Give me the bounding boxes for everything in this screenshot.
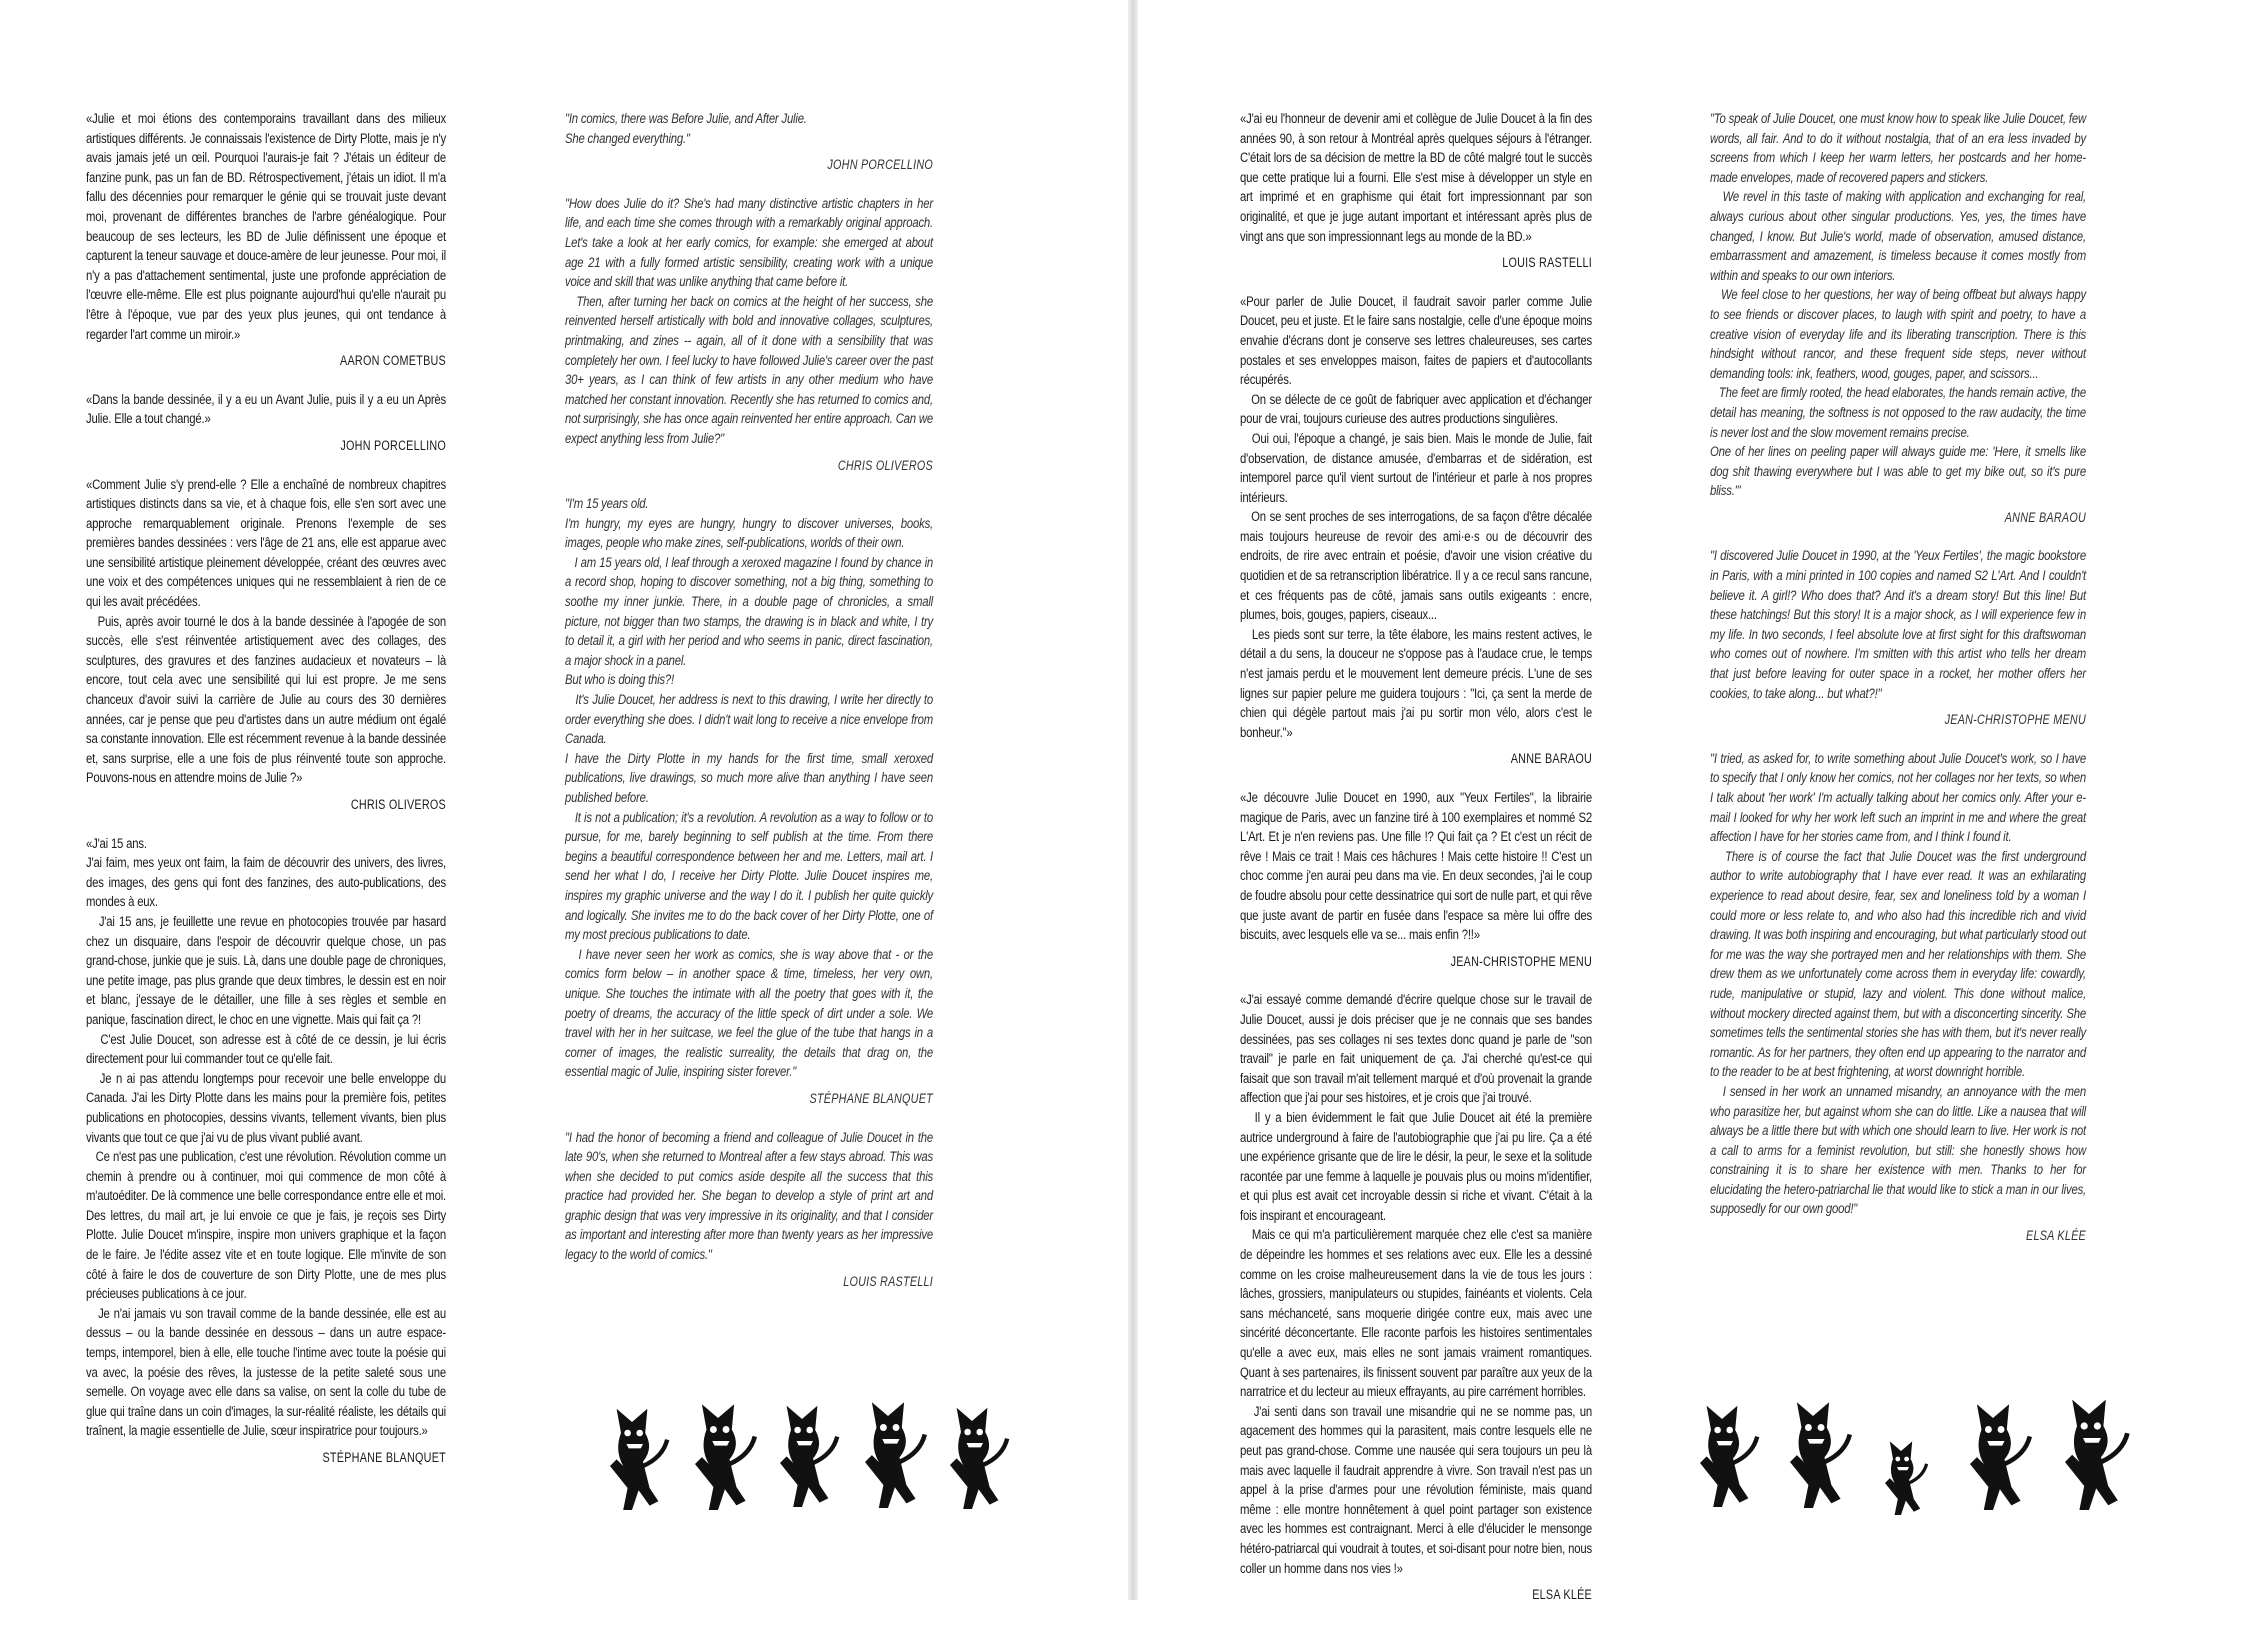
- dancing-cats-icon: [600, 1375, 1050, 1525]
- quote-block-oliveros-fr: [86, 476, 446, 815]
- quote-block-rastelli-en: [565, 1129, 936, 1292]
- quote-author: CHRIS OLIVEROS: [350, 797, 446, 812]
- quote-author: JOHN PORCELLINO: [827, 157, 933, 173]
- quote-text: «J'ai essayé comme demandé d'écrire quelque chose sur le travail de Julie Doucet, aussi je dois préciser que je ne connais que ses bandes dessinées, pas ses collages ni ses textes donc quand je parle de "son travail" je parle en fait uniquement de ça. J'ai cherché qu'est-ce qui faisait que son travail m'ait tellement marqué et d'où provenait la grande affection que j'ai pour ses histoires, et je crois que j'ai trouvé. Il y a bien évidemment le fait que Julie Doucet ait été la première autrice underground à faire de l'autobiographie que j'ai pu lire. Ça a été une expérience grisante que de lire le désir, la peur, le sexe et la solitude racontée par une femme à laquelle je pouvais plus ou moins m'identifier, et qui plus est avait cet incroyable dessin si riche et vivant. C'était à la fois inspirant et encourageant. Mais ce qui m'a particulièrement marquée chez elle c'est sa manière de dépeindre les hommes et ses relations avec eux. Elle les a dessiné comme on les croise malheureusement dans la vie de tous les jours : lâches, grossiers, manipulateurs ou stupides, fainéants et violents. Cela sans méchanceté, sans moquerie dirigée contre eux, mais avec une sincérité déconcertante. Elle raconte parfois les histoires sentimentales qu'elle a avec eux, mais elles ne sont jamais vraiment romantiques. Quant à ses partenaires, ils finissent souvent par paraître aux yeux de la narratrice et du lecteur au mieux effrayants, au pire carrément horribles. J'ai senti dans son travail une misandrie qui ne se nomme pas, un agacement des hommes qui la parasitent, mais contre lesquels elle ne peut pas grand-chose. Comme une nausée qui sera toujours un peu là mais avec laquelle il faudrait apprendre à vivre. Son travail n'est pas un appel à la prise d'armes pour une révolution féministe, mais quand même : elle montre honnêtement à quel point partager son existence avec les hommes est contraignant. Merci à elle d'élucider le mensonge hétéro-patriarcal qui voudrait à toutes, et soi-disant pour notre bien, nous coller un homme dans nos vies !»: [1240, 992, 1593, 1577]
- quote-block-cometbus-fr: [86, 110, 449, 371]
- quote-block-rastelli-fr: [1240, 110, 1595, 273]
- center-fold: [1128, 0, 1138, 1600]
- right-page-english-column: [1710, 110, 2089, 1266]
- quote-block-menu-en: [1710, 547, 2089, 729]
- dancing-cats-icon: [1690, 1375, 2170, 1525]
- quote-text: "I'm 15 years old. I'm hungry, my eyes are hungry, hungry to discover universes, books, images, people who make zines, self-publications, worlds of their own. I am 15 years old, I leaf through a xeroxed magazine I found by chance in a record shop, hoping to discover something, not a big thing, something to soothe my inner junkie. There, in a double page of chronicles, a small picture, not bigger than two stamps, the drawing is in black and white, I try to detail it, a girl with her period and who seems in panic, direct fascination, a major shock in a panel. But who is doing this?! It's Julie Doucet, her address is next to this drawing, I write her directly to order everything she does. I didn't wait long to receive a nice envelope from Canada. I have the Dirty Plotte in my hands for the first time, small xeroxed publications, live drawings, so much more alive than anything I have seen published before. It is not a publication; it's a revolution. A revolution as a way to follow or to pursue, for me, barely beginning to self publish at the time. From there begins a beautiful correspondence between her and me. Letters, mail art. I send her what I do, I receive her Dirty Plotte. Julie Doucet inspires me, inspires my graphic universe and the way I do it. I publish her quite quickly and logically. She invites me to do the back cover of her Dirty Plotte, one of my most precious publications to date. I have never seen her work as comics, she is way above that - or the comics form below – in another space & time, timeless, her very own, unique. She touches the intimate with all the poetry that goes with it, the poetry of dreams, the accuracy of the little speck of dirt under a sole. We travel with her in her suitcase, we feel the glue of the tube that hangs in a corner of images, the realistic surreality, the details that drag on, the essential magic of Julie, inspiring sister forever.": [565, 496, 934, 1081]
- quote-text: «Julie et moi étions des contemporains travaillant dans des milieux artistiques différents. Je connaissais l'existence de Dirty Plotte, mais je n'y avais jamais jeté un œil. Pourquoi l'aurais-je fait ? J'étais un éditeur de fanzine punk, pas un fan de BD. Rétrospectivement, j'étais un idiot. Il m'a fallu des décennies pour remarquer le génie qui se trouvait juste devant moi, provenant de différentes branches de l'arbre généalogique. Pour beaucoup de ses lecteurs, les BD de Julie définissent une époque et capturent la teneur sauvage et douce-amère de leur jeunesse. Pour moi, il n'y a pas d'attachement sentimental, juste une profonde appréciation de l'œuvre elle-même. Elle est plus poignante aujourd'hui qu'elle n'aurait pu l'être à l'époque, vue par des yeux plus jeunes, qui ont tendance à regarder l'art comme un miroir.»: [86, 111, 449, 343]
- dancing-cats-illustration-right: [1690, 1375, 2170, 1525]
- quote-author: ELSA KLÉE: [2026, 1228, 2086, 1244]
- quote-author: LOUIS RASTELLI: [843, 1273, 933, 1289]
- quote-block-klee-en: [1710, 750, 2086, 1246]
- quote-block-blanquet-fr: [86, 835, 446, 1468]
- quote-text: «Pour parler de Julie Doucet, il faudrait savoir parler comme Julie Doucet, peu et juste. Et le faire sans nostalgie, celle d'une époque moins envahie d'écrans dont je conserve ses lettres chaleureuses, ses cartes postales et ses enveloppes maison, faites de papiers et d'autocollants récupérés. On se délecte de ce goût de fabriquer avec application et d'échanger pour de vrai, toujours curieuse des autres productions singulières. Oui oui, l'époque a changé, je sais bien. Mais le monde de Julie, fait d'observation, de distance amusée, d'embarras et de sidération, est intemporel parce qu'il vient surtout de l'intérieur et parle à nos propres intérieurs. On se sent proches de ses interrogations, de sa façon d'être décalée mais toujours heureuse de revoir des ami·e·s ou de découvrir des endroits, de rire avec entrain et poésie, d'avoir une vision créative du quotidien et de sa retranscription libératrice. Il y a ce recul sans rancune, et ces fréquents pas de côté, jamais sans outils exigeants : encre, plumes, bois, gouges, papiers, ciseaux... Les pieds sont sur terre, la tête élabore, les mains restent actives, le détail a du sens, la douceur ne s'oppose pas à l'audace crue, le temps n'est jamais perdu et le mouvement lent demeure précis. L'une de ses lignes sur papier pelure me guidera toujours : "Ici, ça sent la merde de chien qui dégèle partout mais j'ai pu sortir mon vélo, alors c'est le bonheur."»: [1240, 293, 1593, 741]
- quote-author: JEAN-CHRISTOPHE MENU: [1944, 712, 2086, 728]
- quote-author: STÉPHANE BLANQUET: [809, 1090, 933, 1106]
- quote-text: "I tried, as asked for, to write something about Julie Doucet's work, so I have to specify that I only know her comics, not her collages nor her texts, so when I talk about 'her work' I'm actually talking about her comics only. After your e-mail I looked for why her work left such an imprint in me and where the great affection I have for her stories came from, and I think I found it. There is of course the fact that Julie Doucet was the first underground author to write autobiography that I have ever read. It was an exhilarating experience to read about desire, fear, sex and loneliness told by a woman I could more or less relate to, and who also had this incredible rich and vivid drawing. It was both inspiring and encouraging, but what particularly stood out for me was the way she portrayed men and her relationships with them. She drew them as we unfortunately come across them in everyday life: cowardly, rude, manipulative or stupid, lazy and violent. This done without malice, without mockery directed against them, but with a disconcerting sincerity. She sometimes tells the sentimental stories she has with them, but it's never really romantic. As for her partners, they often end up appearing to the narrator and to the reader to be at best frightening, at worst downright horrible. I sensed in her work an unnamed misandry, an annoyance with the men who parasitize her, but against whom she can do little. Like a nausea that will always be a little there but with which one should learn to live. Her work is not a call to arms for a feminist revolution, but still: she honestly shows how constraining it is to share her existence with men. Thanks to her for elucidating the hetero-patriarchal lie that would like to stick a man in our lives, supposedly for our own good!": [1710, 750, 2086, 1218]
- quote-block-baraou-en: [1710, 110, 2086, 527]
- quote-text: «Comment Julie s'y prend-elle ? Elle a enchaîné de nombreux chapitres artistiques distincts dans sa vie, et à chaque fois, elle s'en sort avec une approche remarquablement originale. Prenons l'exemple de ses premières bandes dessinées : vers l'âge de 21 ans, elle est apparue avec une sensibilité artistique pleinement développée, créant des œuvres avec une voix et des compétences uniques qui ne ressemblaient à rien de ce qui les avait précédées. Puis, après avoir tourné le dos à la bande dessinée à l'apogée de son succès, elle s'est réinventée artistiquement avec des collages, des sculptures, des gravures et des fanzines audacieux et novateurs – là encore, tout cela avec une sensibilité qui lui est propre. Je me sens chanceux d'avoir suivi la carrière de Julie au cours des 30 dernières années, car je pense que peu d'artistes dans un autre médium ont égalé sa constante innovation. Elle est récemment revenue à la bande dessinée et, sans surprise, elle a une fois de plus réinventé toute son approche. Pouvons-nous en attendre moins de Julie ?»: [86, 476, 446, 787]
- quote-author: CHRIS OLIVEROS: [837, 457, 933, 473]
- quote-author: AARON COMETBUS: [340, 353, 446, 369]
- left-page-french-column: [86, 110, 449, 1488]
- quote-block-porcellino-en: [565, 110, 933, 175]
- quote-text: "In comics, there was Before Julie, and After Julie. She changed everything.": [565, 111, 807, 147]
- quote-block-baraou-fr: [1240, 293, 1592, 769]
- quote-text: «Je découvre Julie Doucet en 1990, aux "Yeux Fertiles", la librairie magique de Paris, avec un fanzine tiré à 100 exemplaires et nommé S2 L'Art. Et je n'en reviens pas. Une fille !? Qui fait ça ? Et c'est un récit de rêve ! Mais ce trait ! Mais ces hâchures ! Mais cette histoire !! C'est un choc comme j'en aurai peu dans ma vie. En deux secondes, j'ai le coup de foudre absolu pour cette dessinatrice qui sort de nulle part, et qui rêve que juste avant de partir en fusée dans l'espace sa mère lui offre des biscuits, avec lesquels elle va se... mais enfin ?!!»: [1240, 790, 1595, 944]
- quote-text: «J'ai 15 ans. J'ai faim, mes yeux ont faim, la faim de découvrir des univers, des livres, des images, des gens qui font des fanzines, des auto-publications, des mondes à eux. J'ai 15 ans, je feuillette une revue en photocopies trouvée par hasard chez un disquaire, dans l'espoir de découvrir quelque chose, un pas grand-chose, junkie que je suis. Là, dans une double page de chroniques, une petite image, pas plus grande que deux timbres, le dessin est en noir et blanc, j'essaye de le détailler, une fille à ses règles et semble en panique, fascination direct, le choc en une vignette. Mais qui fait ça ?! C'est Julie Doucet, son adresse est à côté de ce dessin, je lui écris directement pour lui commander tout ce qu'elle fait. Je n ai pas attendu longtemps pour recevoir une belle enveloppe du Canada. J'ai les Dirty Plotte dans les mains pour la première fois, petites publications en photocopies, dessins vivants, tellement vivants, bien plus vivants que tout ce que j'ai vu de plus vivant publié avant. Ce n'est pas une publication, c'est une révolution. Révolution comme un chemin à prendre ou à continuer, moi qui commence de mon côté à m'autoéditer. De là commence une belle correspondance entre elle et moi. Des lettres, du mail art, je lui envoie ce que je fais, je reçois ses Dirty Plotte. Julie Doucet m'inspire, inspire mon univers graphique et la façon de le faire. Je l'édite assez vite et en toute logique. Elle m'invite de son côté à faire le dos de couverture de son Dirty Plotte, une de mes plus précieuses publications à ce jour. Je n'ai jamais vu son travail comme de la bande dessinée, elle est au dessus – ou la bande dessinée en dessous – dans un autre espace-temps, intemporel, bien à elle, elle touche l'intime avec toute la poésie qui va avec, la poésie des rêves, la justesse de la petite saleté sous une semelle. On voyage avec elle dans sa valise, on sent la colle du tube de glue qui traîne dans un coin d'images, la sur-réalité réaliste, les détails qui traînent, la magie essentielle de Julie, sœur inspiratrice pour toujours.»: [86, 835, 447, 1440]
- left-page-english-column: [565, 110, 936, 1311]
- quote-block-menu-fr: [1240, 789, 1595, 971]
- quote-author: ANNE BARAOU: [2004, 509, 2086, 525]
- quote-author: JOHN PORCELLINO: [340, 437, 446, 453]
- quote-author: LOUIS RASTELLI: [1502, 255, 1592, 271]
- quote-author: ELSA KLÉE: [1532, 1587, 1592, 1603]
- dancing-cats-illustration-left: [600, 1375, 1050, 1525]
- quote-text: "To speak of Julie Doucet, one must know how to speak like Julie Doucet, few words, all fair. And to do it without nostalgia, that of an era less invaded by screens from which I keep her warm letters, her postcards and her home-made envelopes, made of recovered papers and stickers. We revel in this taste of making with application and exchanging for real, always curious about other singular productions. Yes, yes, the times have changed, I know. But Julie's world, made of observation, amused distance, embarrassment and amazement, is timeless because it comes mostly from within and speaks to our own interiors. We feel close to her questions, her way of being offbeat but always happy to see friends or discover places, to laugh with spirit and poetry, to have a creative vision of everyday life and its liberating transcription. There is this hindsight without rancor, and these frequent side steps, never without demanding tools: ink, feathers, wood, gouges, paper, and scissors... The feet are firmly rooted, the head elaborates, the hands remain active, the detail has meaning, the softness is not opposed to the raw audacity, the time is never lost and the slow movement remains precise. One of her lines on peeling paper will always guide me: 'Here, it smells like dog shit thawing everywhere but I was able to get my bike out, so it's pure bliss.'": [1710, 111, 2087, 500]
- quote-text: «J'ai eu l'honneur de devenir ami et collègue de Julie Doucet à la fin des années 90, à son retour à Montréal après quelques séjours à l'étranger. C'était lors de sa décision de mettre la BD de côté malgré tout le succès que cette pratique lui a fourni. Elle s'est mise à développer un style en art imprimé et en graphisme qui était fort impressionnant par son originalité, et que je juge autant important et intéressant après plus de vingt ans que son impressionnant legs au monde de la BD.»: [1240, 111, 1595, 245]
- quote-author: ANNE BARAOU: [1510, 751, 1592, 767]
- quote-block-oliveros-en: [565, 195, 933, 475]
- quote-text: "I discovered Julie Doucet in 1990, at the 'Yeux Fertiles', the magic bookstore in Paris, with a mini printed in 100 copies and named S2 L'Art. And I couldn't believe it. A girl!? Who does that? And it's a dream story! But this line! But these hatchings! But this story! It is a major shock, as I will experience few in my life. In two seconds, I feel absolute love at first sight for this draftswoman who comes out of nowhere. I'm smitten with this artist who tells her dream that just before leaving for outer space in a rocket, her mother offers her cookies, to take along... but what?!": [1710, 548, 2089, 702]
- quote-block-porcellino-fr: [86, 391, 449, 456]
- quote-text: "How does Julie do it? She's had many distinctive artistic chapters in her life, and each time she comes through with a remarkably original approach. Let's take a look at her early comics, for example: she emerged at about age 21 with a fully formed artistic sensibility, creating work with a unique voice and skill that was unlike anything that came before it. Then, after turning her back on comics at the height of her success, she reinvented herself artistically with bold and innovative collages, sculptures, printmaking, and zines -- again, all of it done with a sensibility that was completely her own. I feel lucky to have followed Julie's career over the past 30+ years, as I can think of few artists in any other medium who have matched her constant innovation. Recently she has returned to comics and, not surprisingly, she has once again reinvented her entire approach. Can we expect anything less from Julie?": [565, 195, 933, 447]
- quote-block-klee-fr: [1240, 991, 1592, 1604]
- quote-text: «Dans la bande dessinée, il y a eu un Avant Julie, puis il y a eu un Après Julie. Elle a tout changé.»: [86, 391, 449, 428]
- quote-author: STÉPHANE BLANQUET: [322, 1450, 446, 1465]
- quote-author: JEAN-CHRISTOPHE MENU: [1450, 953, 1592, 969]
- quote-block-blanquet-en: [565, 495, 933, 1108]
- right-page-french-column: [1240, 110, 1595, 1625]
- quote-text: "I had the honor of becoming a friend and colleague of Julie Doucet in the late 90's, when she returned to Montreal after a few stays abroad. This was when she decided to put comics aside despite all the success that this practice had provided her. She began to develop a style of print art and graphic design that was very impressive in its originality, and that I consider as important and interesting after more than twenty years as her impressive legacy to the world of comics.": [565, 1129, 936, 1264]
